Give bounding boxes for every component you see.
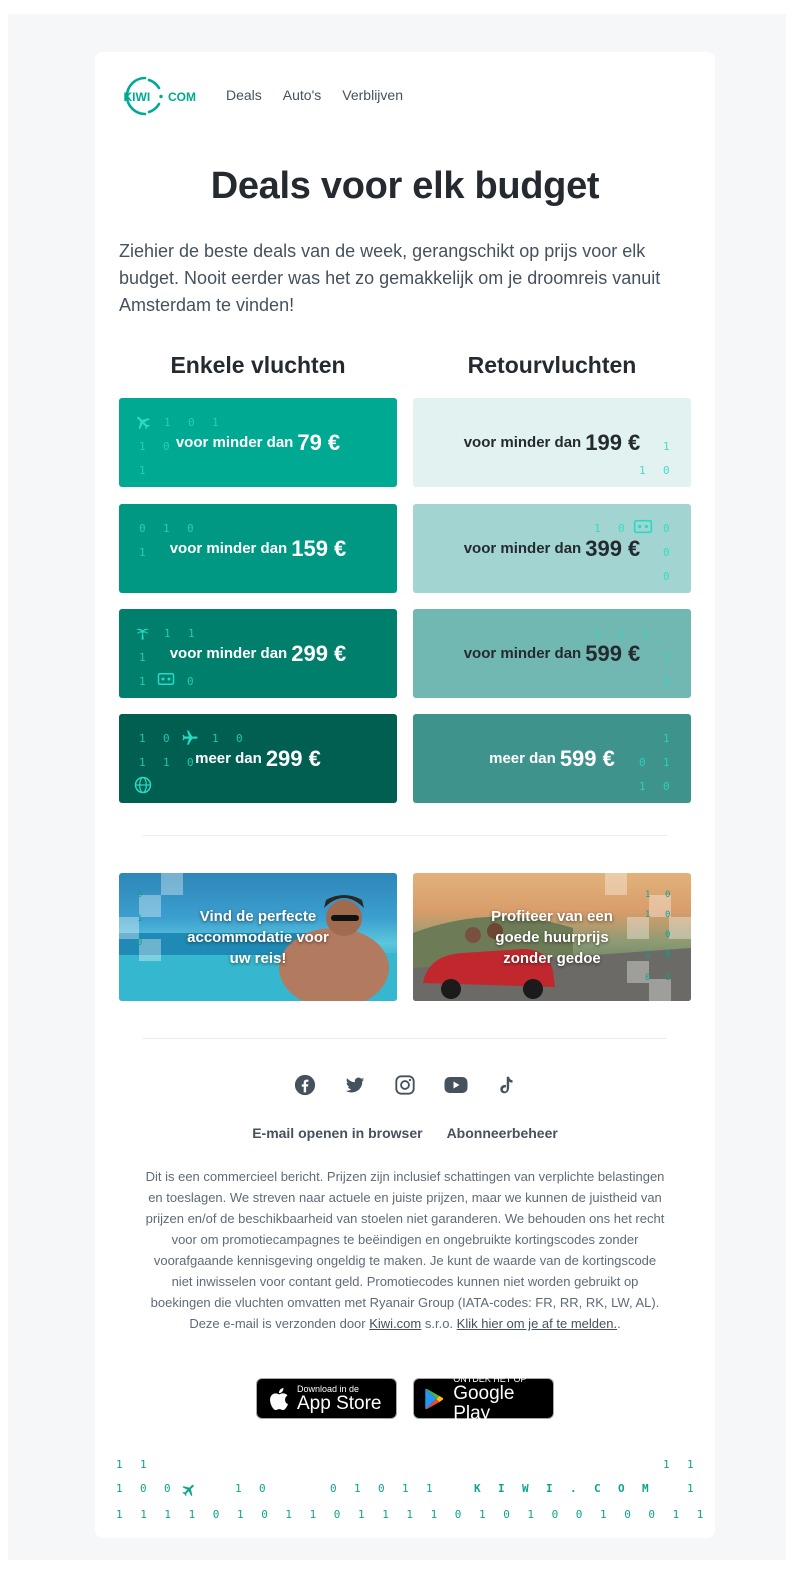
binary-digit: 1	[687, 1458, 694, 1471]
binary-digit: 1	[663, 732, 670, 745]
binary-digit: 1	[235, 1482, 242, 1495]
binary-digit: 1	[663, 675, 670, 688]
binary-digit: 0	[187, 675, 194, 688]
footer-binary-row-3	[95, 1508, 715, 1522]
binary-digit: 1	[687, 1482, 694, 1495]
binary-digit: 1	[426, 1482, 433, 1495]
binary-digit: 1	[140, 1508, 147, 1521]
deal-return-over-599[interactable]	[413, 714, 691, 803]
binary-digit: 0	[140, 1482, 147, 1495]
footer-binary-row-1	[95, 1458, 715, 1472]
app-store-button[interactable]	[256, 1378, 397, 1419]
divider	[143, 1038, 667, 1039]
binary-digit: 1	[212, 416, 219, 429]
footer-letter: .	[570, 1482, 577, 1495]
binary-digit: 1	[139, 440, 146, 453]
disclaimer-mid: s.r.o.	[421, 1316, 457, 1331]
binary-digit: 1	[137, 914, 143, 924]
one-way-heading: Enkele vluchten	[170, 352, 346, 378]
youtube-icon[interactable]	[444, 1074, 466, 1096]
binary-digit: 1	[237, 1508, 244, 1521]
binary-digit: 0	[212, 1508, 220, 1521]
disclaimer-text	[143, 1166, 667, 1334]
binary-digit: 0	[663, 780, 670, 793]
top-nav	[226, 87, 424, 103]
binary-digit: 1	[358, 1508, 365, 1521]
google-play-button[interactable]	[413, 1373, 554, 1424]
logo-text-right: COM	[168, 90, 196, 104]
return-heading: Retourvluchten	[467, 352, 637, 378]
binary-digit: 0	[663, 546, 670, 559]
binary-digit: 0	[261, 1508, 268, 1521]
binary-digit: 1	[594, 627, 601, 640]
binary-digit: 0	[665, 950, 671, 960]
deal-prefix: voor minder dan	[463, 540, 582, 557]
binary-digit: 1	[527, 1508, 535, 1521]
deal-prefix: voor minder dan	[169, 540, 288, 557]
binary-digit: 1	[139, 675, 146, 688]
binary-digit: 1	[594, 522, 601, 535]
plane-icon	[181, 1482, 197, 1498]
binary-digit: 1	[645, 950, 651, 960]
deal-price: 79 €	[297, 429, 341, 455]
google-play-big: Google Play	[453, 1382, 515, 1424]
binary-digit: 1	[642, 627, 649, 640]
google-play-label	[453, 1374, 553, 1424]
binary-digit: 1	[406, 1508, 414, 1521]
deal-prefix: meer dan	[195, 750, 262, 767]
deal-label	[119, 398, 397, 487]
binary-digit: 0	[624, 1508, 631, 1521]
deal-return-under-599[interactable]	[413, 609, 691, 698]
binary-digit: 1	[382, 1508, 389, 1521]
footer-letter: O	[618, 1482, 625, 1495]
nav-deals[interactable]: Deals	[226, 87, 262, 103]
disclaimer-end: .	[617, 1316, 621, 1331]
binary-digit: 0	[236, 732, 243, 745]
deal-price: 299 €	[265, 745, 321, 771]
binary-digit: 0	[665, 890, 671, 900]
binary-digit: 1	[402, 1482, 409, 1495]
binary-digit: 0	[575, 1508, 583, 1521]
binary-digit: 0	[503, 1508, 510, 1521]
binary-digit: 1	[309, 1508, 317, 1521]
binary-digit: 1	[164, 416, 171, 429]
deal-one-way-under-79[interactable]	[119, 398, 397, 487]
binary-digit: 1	[116, 1482, 123, 1495]
intro-text: Ziehier de beste deals van de week, gerangschikt op prijs voor elk budget. Nooit eerder was het zo gemakkelijk om je droomreis vanuit Amsterdam te vinden!	[119, 241, 661, 315]
deal-price: 299 €	[291, 640, 347, 666]
deal-price: 599 €	[559, 745, 615, 771]
promo-car-rental[interactable]	[413, 873, 691, 1001]
google-play-small: ONTDEK HET OP	[453, 1373, 527, 1384]
binary-digit: 1	[139, 546, 146, 559]
binary-digit: 1	[139, 651, 146, 664]
deal-one-way-under-299[interactable]	[119, 609, 397, 698]
binary-digit: 0	[378, 1482, 385, 1495]
footer-letter: K	[474, 1482, 481, 1495]
deal-prefix: voor minder dan	[463, 434, 582, 451]
instagram-icon[interactable]	[394, 1074, 416, 1096]
twitter-icon[interactable]	[344, 1074, 366, 1096]
deal-label	[413, 398, 691, 487]
binary-digit: 1	[163, 756, 170, 769]
deal-label	[413, 504, 691, 593]
binary-digit: 1	[188, 1508, 196, 1521]
footer-letter: I	[498, 1482, 505, 1495]
binary-digit: 1	[672, 1508, 680, 1521]
footer-letter: W	[522, 1482, 529, 1495]
binary-digit: 0	[137, 890, 143, 900]
binary-digit: 1	[139, 756, 146, 769]
logo-text-left: KIWI	[123, 90, 151, 104]
binary-digit: 0	[164, 1482, 171, 1495]
binary-digit: 1	[430, 1508, 438, 1521]
tiktok-icon[interactable]	[494, 1074, 516, 1096]
binary-digit: 0	[454, 1508, 462, 1521]
footer-letter: I	[546, 1482, 553, 1495]
binary-digit: 1	[212, 732, 219, 745]
deal-return-under-199[interactable]	[413, 398, 691, 487]
kiwi-logo[interactable]	[119, 74, 205, 118]
binary-digit: 1	[354, 1482, 361, 1495]
footer-letter: C	[594, 1482, 601, 1495]
deal-price: 199 €	[585, 429, 641, 455]
binary-digit: 1	[618, 627, 625, 640]
google-play-icon	[424, 1387, 445, 1411]
binary-digit: 1	[164, 627, 171, 640]
deal-price: 159 €	[291, 535, 347, 561]
binary-digit: 1	[639, 464, 646, 477]
deal-label	[413, 714, 691, 803]
deal-label	[119, 504, 397, 593]
binary-digit: 0	[139, 522, 146, 535]
divider	[143, 835, 667, 836]
binary-digit: 0	[330, 1482, 337, 1495]
binary-digit: 0	[648, 1508, 656, 1521]
binary-digit: 1	[639, 780, 646, 793]
promo-accommodation-label: Vind de perfecte accommodatie voor uw reis!	[187, 907, 329, 967]
social-links	[95, 1074, 715, 1096]
binary-digit: 1	[645, 890, 651, 900]
binary-digit: 0	[187, 522, 194, 535]
promo-car-rental-label: Profiteer van een goede huurprijs zonder gedoe	[491, 907, 613, 967]
deal-prefix: voor minder dan	[463, 645, 582, 662]
subscription-management-link[interactable]: Abonneerbeheer	[446, 1125, 558, 1141]
binary-digit: 1	[164, 1508, 172, 1521]
binary-digit: 1	[139, 732, 146, 745]
open-in-browser-link[interactable]: E-mail openen in browser	[252, 1125, 423, 1141]
deal-label	[119, 609, 397, 698]
deal-prefix: voor minder dan	[169, 645, 288, 662]
binary-digit: 0	[551, 1508, 559, 1521]
binary-digit: 1	[663, 756, 670, 769]
email-card	[95, 52, 715, 1538]
deal-one-way-under-159[interactable]	[119, 504, 397, 593]
company-link[interactable]: Kiwi.com	[369, 1316, 422, 1331]
binary-digit: 1	[188, 627, 195, 640]
binary-digit: 0	[187, 756, 194, 769]
facebook-icon[interactable]	[294, 1074, 316, 1096]
nav-stays[interactable]: Verblijven	[342, 87, 403, 103]
binary-digit: 0	[663, 570, 670, 583]
app-store-big: App Store	[297, 1392, 382, 1414]
footer-letter: M	[642, 1482, 649, 1495]
binary-digit: 1	[663, 1458, 670, 1471]
binary-digit: 0	[188, 416, 195, 429]
unsubscribe-link[interactable]: Klik hier om je af te melden.	[456, 1316, 618, 1331]
binary-digit: 0	[663, 464, 670, 477]
binary-digit: 1	[163, 522, 170, 535]
email-background	[8, 14, 786, 1560]
app-store-label	[297, 1384, 382, 1414]
binary-digit: 1	[139, 464, 146, 477]
deal-return-under-399[interactable]	[413, 504, 691, 593]
deal-label	[413, 609, 691, 698]
binary-digit: 1	[645, 910, 651, 920]
binary-digit: 0	[259, 1482, 266, 1495]
binary-digit: 1	[116, 1508, 123, 1521]
binary-digit: 1	[600, 1508, 607, 1521]
binary-digit: 0	[618, 522, 625, 535]
binary-digit: 1	[696, 1508, 704, 1521]
apple-icon	[267, 1386, 289, 1412]
deal-prefix: meer dan	[489, 750, 556, 767]
binary-digit: 1	[479, 1508, 486, 1521]
binary-digit: 1	[663, 440, 670, 453]
binary-digit: 0	[163, 732, 170, 745]
binary-digit: 1	[663, 651, 670, 664]
binary-digit: 1	[140, 1458, 147, 1471]
footer-binary-row-2	[95, 1482, 715, 1498]
binary-digit: 0	[665, 930, 671, 940]
deal-label	[119, 714, 397, 803]
deal-price: 599 €	[585, 640, 641, 666]
deal-prefix: voor minder dan	[175, 434, 294, 451]
binary-digit: 0	[639, 756, 646, 769]
binary-digit: 0	[137, 938, 143, 948]
binary-digit: 0	[663, 522, 670, 535]
deal-price: 399 €	[585, 535, 641, 561]
binary-digit: 1	[116, 1458, 123, 1471]
app-store-small: Download in de	[297, 1383, 360, 1394]
binary-digit: 1	[665, 973, 671, 983]
binary-digit: 0	[645, 973, 651, 983]
disclaimer-body: Dit is een commercieel bericht. Prijzen zijn inclusief schattingen van verplichte belastingen en toeslagen. We streven naar actuele en juiste prijzen, maar we kunnen de juistheid van prijzen en/of de beschikbaarheid van stoelen niet garanderen. We behouden ons het recht voor om promotiecampagnes te beëindigen en ongebruikte kortingscodes zonder voorafgaande kennisgeving ongeldig te maken. Je kunt de waarde van de kortingscode niet inwisselen voor contant geld. Promotiecodes kunnen niet worden gebruikt op boekingen die vluchten omvatten met Ryanair Group (IATA-codes: FR, RR, RK, LW, AL). Deze e-mail is verzonden door	[145, 1169, 665, 1331]
binary-digit: 1	[285, 1508, 293, 1521]
binary-digit: 0	[333, 1508, 341, 1521]
binary-digit: 0	[163, 440, 170, 453]
footer-links	[95, 1125, 715, 1141]
deal-one-way-over-299[interactable]	[119, 714, 397, 803]
binary-digit: 0	[665, 910, 671, 920]
page-title: Deals voor elk budget	[210, 165, 600, 207]
nav-cars[interactable]: Auto's	[282, 87, 322, 103]
promo-accommodation[interactable]	[119, 873, 397, 1001]
